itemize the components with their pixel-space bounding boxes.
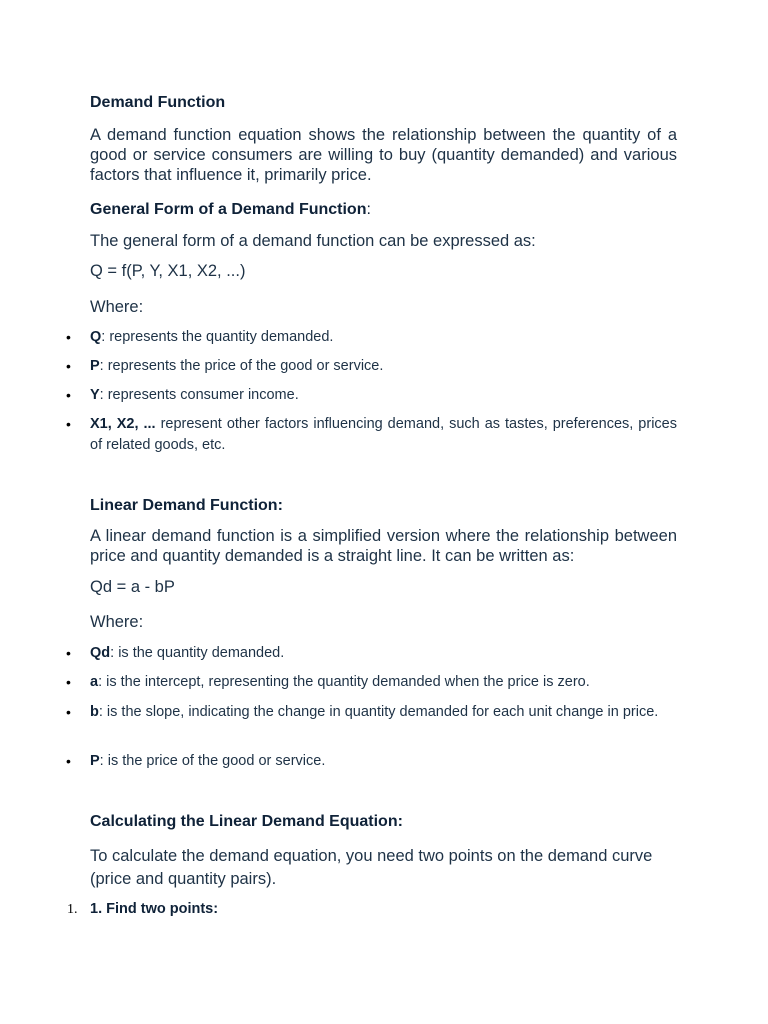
list-item-qd	[90, 643, 677, 664]
general-form-lead: The general form of a demand function can be expressed as:	[90, 232, 536, 250]
intro-paragraph: A demand function equation shows the relationship between the quantity of a good or service consumers are willing to buy (quantity demanded) and various factors that influence it, primarily price.	[90, 126, 677, 184]
heading-general-form-colon: :	[366, 201, 371, 218]
step-find-two-points	[90, 899, 677, 920]
desc-x: represent other factors influencing demand, such as tastes, preferences, prices of related goods, etc.	[90, 416, 677, 453]
list-item-x	[90, 414, 677, 456]
term-qd: Qd	[90, 645, 111, 661]
desc-b: : is the slope, indicating the change in quantity demanded for each unit change in price.	[98, 704, 659, 720]
step-number: 1.	[67, 902, 78, 917]
desc-a: : is the intercept, representing the quantity demanded when the price is zero.	[98, 674, 590, 690]
desc-qd: : is the quantity demanded.	[110, 645, 285, 661]
list-item-p	[90, 356, 677, 377]
linear-formula: Qd = a - bP	[90, 578, 175, 596]
list-item-y	[90, 385, 677, 406]
list-item-price	[90, 751, 677, 772]
heading-general-form-text: General Form of a Demand Function	[90, 201, 367, 218]
term-b: b	[90, 704, 99, 720]
bullet-icon: •	[66, 645, 71, 661]
desc-y: : represents consumer income.	[99, 387, 299, 403]
list-item-q	[90, 327, 677, 348]
linear-where: Where:	[90, 613, 144, 631]
term-x: X1, X2, ...	[90, 416, 156, 432]
list-item-b	[90, 702, 677, 723]
linear-lead: A linear demand function is a simplified version where the relationship between price and quantity demanded is a straight line. It can be written as:	[90, 527, 677, 565]
general-where: Where:	[90, 298, 144, 316]
bullet-icon: •	[66, 704, 71, 720]
desc-price: : is the price of the good or service.	[99, 753, 326, 769]
term-q: Q	[90, 329, 102, 345]
bullet-icon: •	[66, 358, 71, 374]
heading-linear-demand: Linear Demand Function:	[90, 497, 283, 514]
calculating-lead: To calculate the demand equation, you need two points on the demand curve (price and quantity pairs).	[90, 847, 653, 888]
bullet-icon: •	[66, 416, 71, 432]
desc-p: : represents the price of the good or service.	[99, 358, 384, 374]
list-item-a	[90, 672, 677, 693]
heading-general-form	[90, 201, 371, 219]
heading-demand-function: Demand Function	[90, 94, 226, 111]
bullet-icon: •	[66, 387, 71, 403]
bullet-icon: •	[66, 674, 71, 690]
general-formula: Q = f(P, Y, X1, X2, ...)	[90, 262, 246, 280]
bullet-icon: •	[66, 753, 71, 769]
term-price: P	[90, 753, 100, 769]
term-p: P	[90, 358, 100, 374]
term-a: a	[90, 674, 99, 690]
heading-calculating: Calculating the Linear Demand Equation:	[90, 813, 403, 830]
step-text: 1. Find two points:	[90, 901, 219, 917]
term-y: Y	[90, 387, 100, 403]
desc-q: : represents the quantity demanded.	[101, 329, 334, 345]
bullet-icon: •	[66, 329, 71, 345]
